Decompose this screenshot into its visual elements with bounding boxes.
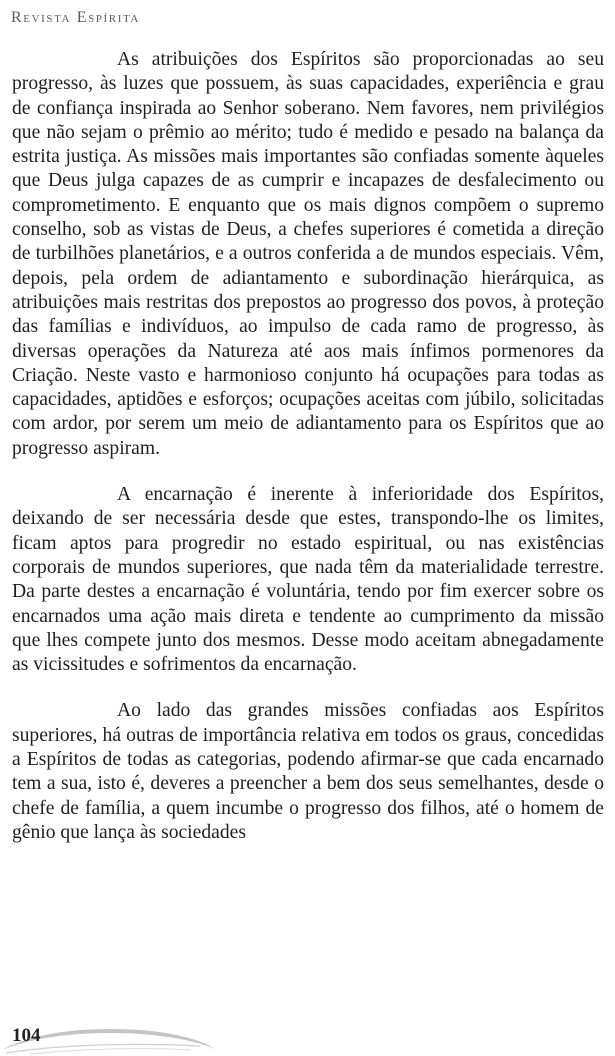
paragraph-1: As atribuições dos Espíritos são proporcionadas ao seu progresso, às luzes que possuem, às suas capacidades, experiência e grau de confiança inspirada ao Senhor soberano. Nem favores, nem privilégios que não sejam o prêmio ao mérito; tudo é medido e pesado na balança da estrita justiça. As missões mais importantes são confiadas somente àqueles que Deus julga capazes de as cumprir e incapazes de desfalecimento ou comprometimento. E enquanto que os mais dignos compõem o supremo conselho, sob as vistas de Deus, a chefes superiores é cometida a direção de turbilhões planetários, e a outros conferida a de mundos especiais. Vêm, depois, pela ordem de adiantamento e subordinação hierárquica, as atribuições mais restritas dos prepostos ao progresso dos povos, à proteção das famílias e indivíduos, ao impulso de cada ramo de progresso, às diversas operações da Natureza até aos mais ínfimos pormenores da Criação. Neste vasto e harmonioso conjunto há ocupações para todas as capacidades, aptidões e esforços; ocupações aceitas com júbilo, solicitadas com ardor, por serem um meio de adiantamento para os Espíritos que ao progresso aspiram. bbox=[12, 49, 604, 459]
page-number: 104 bbox=[12, 1025, 41, 1046]
page-body bbox=[12, 48, 604, 845]
page-footer bbox=[0, 1016, 615, 1056]
paragraph-3: Ao lado das grandes missões confiadas aos Espíritos superiores, há outras de importância relativa em todos os graus, concedidas a Espíritos de todas as categorias, podendo afirmar-se que cada encarnado tem a sua, isto é, deveres a preencher a bem dos seus semelhantes, desde o chefe de família, a quem incumbe o progresso dos filhos, até o homem de gênio que lança às sociedades bbox=[12, 700, 604, 843]
running-header: Revista Espírita bbox=[11, 9, 140, 26]
paragraph-2: A encarnação é inerente à inferioridade dos Espíritos, deixando de ser necessária desde que estes, transpondo-lhe os limites, ficam aptos para progredir no estado espiritual, ou nas existências corporais de mundos superiores, que nada têm da materialidade terrestre. Da parte destes a encarnação é voluntária, tendo por fim exercer sobre os encarnados uma ação mais direta e tendente ao cumprimento da missão que lhes compete junto dos mesmos. Desse modo aceitam abnegadamente as vicissitudes e sofrimentos da encarnação. bbox=[12, 484, 604, 676]
